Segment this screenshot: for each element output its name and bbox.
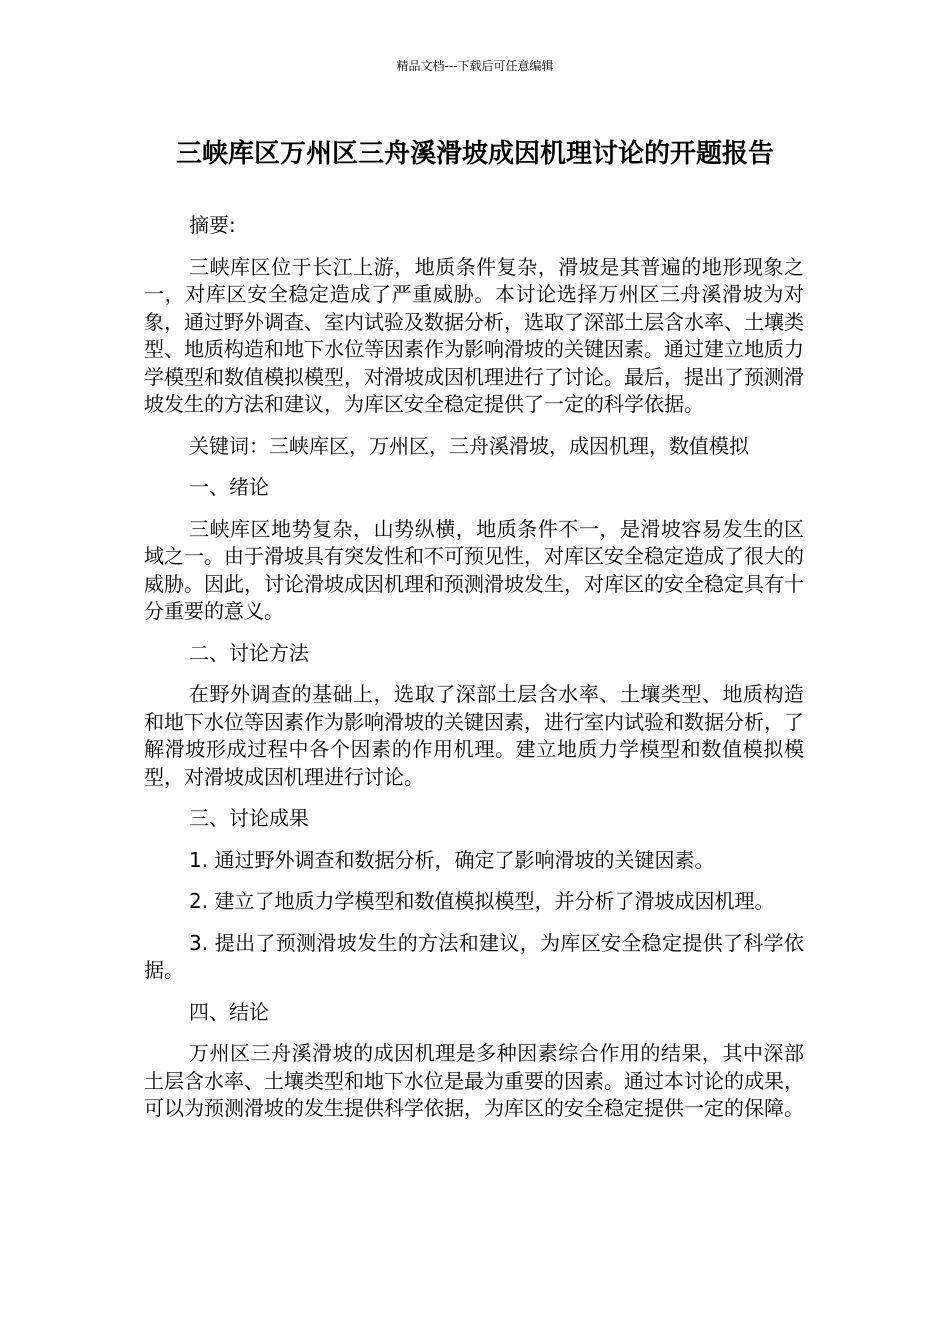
- introduction-paragraph: 三峡库区地势复杂，山势纵横，地质条件不一，是滑坡容易发生的区域之一。由于滑坡具有突发性和不可预见性，对库区安全稳定造成了很大的威胁。因此，讨论滑坡成因机理和预测滑坡发生，对库区的安全稳定具有十分重要的意义。: [144, 516, 804, 623]
- conclusion-paragraph: 万州区三舟溪滑坡的成因机理是多种因素综合作用的结果，其中深部土层含水率、土壤类型和地下水位是最为重要的因素。通过本讨论的成果，可以为预测滑坡的发生提供科学依据，为库区的安全稳定提供一定的保障。: [144, 1041, 804, 1120]
- section-heading-introduction: 一、绪论: [189, 475, 269, 499]
- keywords: 关键词：三峡库区，万州区，三舟溪滑坡，成因机理，数值模拟: [189, 433, 749, 458]
- header-note: 精品文档---下载后可任意编辑: [396, 59, 554, 73]
- document-body: [144, 212, 804, 1137]
- section-heading-conclusion: 四、结论: [189, 999, 269, 1024]
- result-item: 2. 建立了地质力学模型和数值模拟模型，并分析了滑坡成因机理。: [189, 889, 775, 913]
- abstract-paragraph: 三峡库区位于长江上游，地质条件复杂，滑坡是其普遍的地形现象之一，对库区安全稳定造成了严重威胁。本讨论选择万州区三舟溪滑坡为对象，通过野外调查、室内试验及数据分析，选取了深部土层含水率、土壤类型、地质构造和地下水位等因素作为影响滑坡的关键因素。通过建立地质力学模型和数值模拟模型，对滑坡成因机理进行了讨论。最后，提出了预测滑坡发生的方法和建议，为库区安全稳定提供了一定的科学依据。: [144, 254, 804, 416]
- abstract-heading: 摘要:: [189, 213, 236, 237]
- result-item: 3. 提出了预测滑坡发生的方法和建议，为库区安全稳定提供了科学依据。: [144, 930, 804, 982]
- methods-paragraph: 在野外调查的基础上，选取了深部土层含水率、土壤类型、地质构造和地下水位等因素作为影响滑坡的关键因素，进行室内试验和数据分析，了解滑坡形成过程中各个因素的作用机理。建立地质力学模型和数值模拟模型，对滑坡成因机理进行讨论。: [144, 682, 804, 789]
- section-heading-methods: 二、讨论方法: [189, 640, 309, 665]
- document-title: 三峡库区万州区三舟溪滑坡成因机理讨论的开题报告: [175, 139, 774, 169]
- result-item: 1. 通过野外调查和数据分析，确定了影响滑坡的关键因素。: [189, 847, 715, 872]
- section-heading-results: 三、讨论成果: [189, 806, 309, 830]
